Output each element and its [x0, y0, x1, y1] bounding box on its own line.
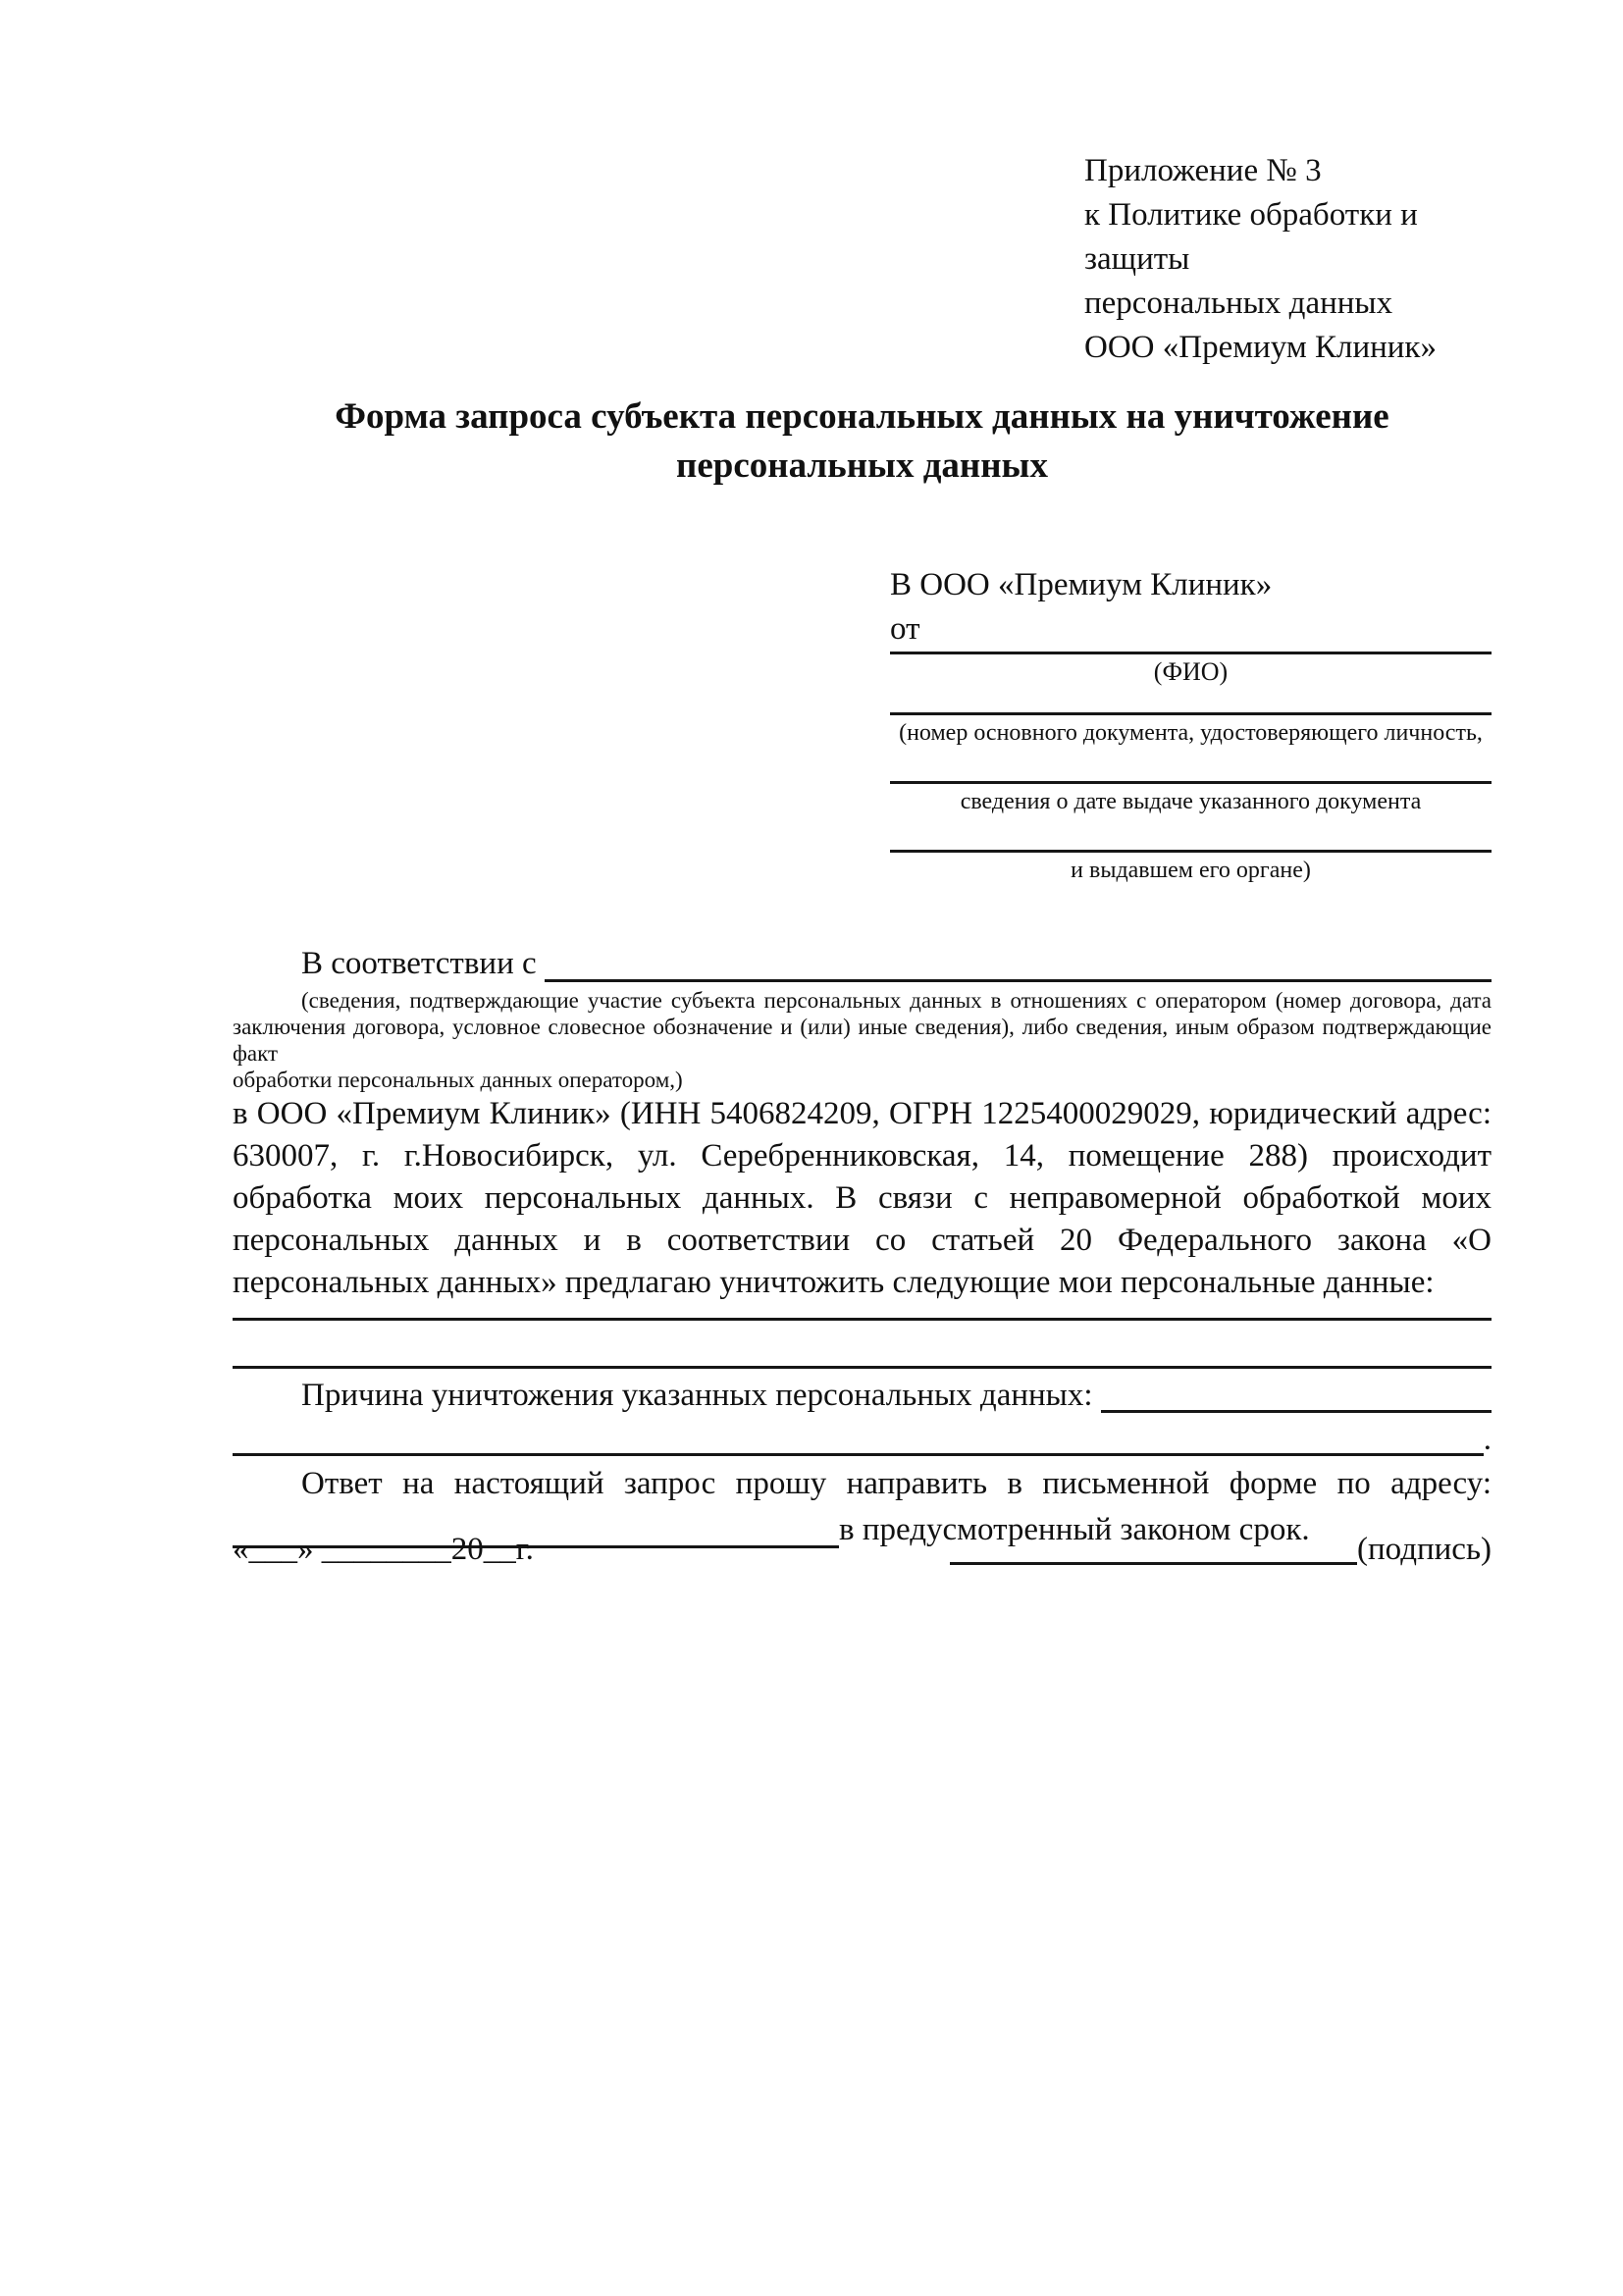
signature-caption: (подпись) — [1357, 1532, 1492, 1567]
page-title-line1: Форма запроса субъекта персональных данных на уничтожение — [335, 396, 1389, 437]
reason-line-terminator: . — [1483, 1422, 1492, 1457]
reason-row — [233, 1373, 1492, 1418]
addressee-block — [890, 563, 1492, 885]
accordance-note-line2: заключения договора, условное словесное обозначение и (или) иные сведения), либо сведения, иным образом подтверждающие факт — [233, 1015, 1492, 1066]
footer-row — [233, 1527, 1492, 1572]
issuing-authority-caption: и выдавшем его органе) — [1071, 858, 1311, 883]
document-number-caption: (номер основного документа, удостоверяющего личность, — [899, 720, 1483, 746]
reason-continuation-line — [233, 1453, 1484, 1456]
appendix-header — [1084, 149, 1516, 370]
response-sentence: Ответ на настоящий запрос прошу направить в письменной форме по адресу: — [301, 1466, 1492, 1501]
appendix-policy-line2: персональных данных — [1084, 286, 1393, 321]
accordance-label: В соответствии с — [301, 946, 537, 981]
appendix-policy-line1: к Политике обработки и защиты — [1084, 197, 1418, 277]
accordance-row — [233, 940, 1492, 987]
page-title-line2: персональных данных — [676, 445, 1048, 486]
appendix-company: ООО «Премиум Клиник» — [1084, 330, 1437, 365]
accordance-note-line3: обработки персональных данных оператором,) — [233, 1068, 683, 1092]
main-paragraph-line3: обработка моих персональных данных. В связи с неправомерной обработкой моих — [233, 1180, 1492, 1216]
date-blank: «___» ________20__г. — [233, 1532, 534, 1567]
personal-data-blank-line2 — [233, 1366, 1492, 1369]
addressee-to: В ООО «Премиум Клиник» — [890, 567, 1273, 602]
main-paragraph-line1: в ООО «Премиум Клиник» (ИНН 5406824209, ОГРН 1225400029029, юридический адрес: — [233, 1096, 1492, 1131]
personal-data-blank-line1 — [233, 1318, 1492, 1321]
accordance-note-line1: (сведения, подтверждающие участие субъекта персональных данных в отношениях с оператором (номер договора, дата — [301, 988, 1492, 1013]
signature-field-line — [950, 1562, 1357, 1565]
main-paragraph-line2: 630007, г. г.Новосибирск, ул. Серебренниковская, 14, помещение 288) происходит — [233, 1138, 1492, 1174]
reason-field-line — [1101, 1410, 1492, 1413]
accordance-field-line — [545, 979, 1492, 982]
main-paragraph-line5: персональных данных» предлагаю уничтожить следующие мои персональные данные: — [233, 1265, 1435, 1300]
body-block — [233, 940, 1492, 1553]
response-tail: в предусмотренный законом срок. — [839, 1512, 1310, 1547]
reason-continuation-row — [233, 1418, 1492, 1461]
reason-label: Причина уничтожения указанных персональных данных: — [301, 1378, 1093, 1413]
signature-group — [950, 1527, 1492, 1572]
page-title — [233, 392, 1492, 491]
main-paragraph-line4: персональных данных и в соответствии со статьей 20 Федерального закона «О — [233, 1223, 1492, 1258]
fio-caption: (ФИО) — [1153, 657, 1229, 686]
issue-date-caption: сведения о дате выдаче указанного документа — [960, 789, 1422, 814]
appendix-number: Приложение № 3 — [1084, 153, 1322, 188]
addressee-from: от — [890, 611, 920, 647]
